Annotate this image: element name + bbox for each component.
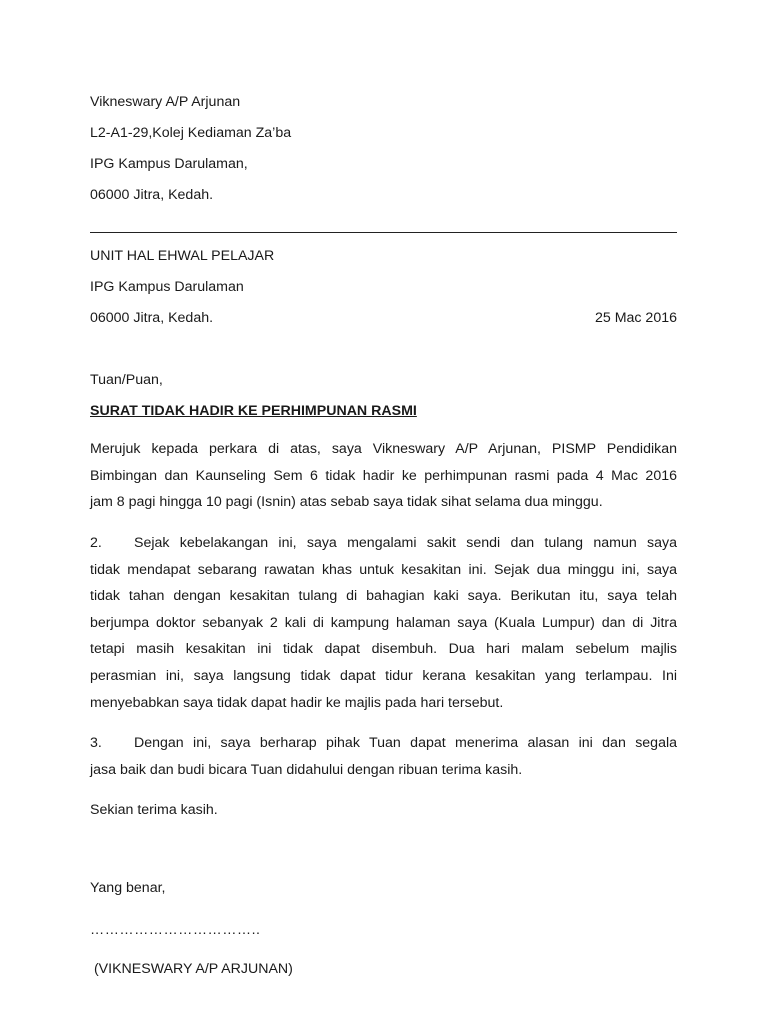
recipient-address-line1: IPG Kampus Darulaman: [90, 279, 244, 295]
paragraph-3-number: 3.: [90, 735, 102, 751]
sender-name: Vikneswary A/P Arjunan: [90, 94, 241, 110]
paragraph-2-line: perasmian ini, saya langsung tidak dapat tidur kerana kesakitan yang terlampau. Ini: [90, 667, 677, 684]
recipient-unit: UNIT HAL EHWAL PELAJAR: [90, 248, 275, 264]
paragraph-2: [90, 530, 677, 716]
paragraph-1-line: Bimbingan dan Kaunseling Sem 6 tidak hadir ke perhimpunan rasmi pada 4 Mac 2016: [90, 467, 677, 484]
paragraph-3-line: Dengan ini, saya berharap pihak Tuan dapat menerima alasan ini dan segala: [134, 735, 677, 751]
paragraph-3: [90, 730, 677, 783]
closing-text: Sekian terima kasih.: [90, 802, 218, 818]
signature-line: ……………………………..: [90, 922, 261, 938]
signatory-name: (VIKNESWARY A/P ARJUNAN): [90, 961, 293, 977]
paragraph-2-line: tetapi masih kesakitan ini tidak dapat disembuh. Dua hari malam sebelum majlis: [90, 641, 677, 658]
paragraph-3-line: jasa baik dan budi bicara Tuan didahului dengan ribuan terima kasih.: [90, 761, 523, 778]
paragraph-2-first-line: [90, 530, 677, 557]
paragraph-1-line: jam 8 pagi hingga 10 pagi (Isnin) atas sebab saya tidak sihat selama dua minggu.: [90, 494, 603, 511]
sender-address-line3: 06000 Jitra, Kedah.: [90, 187, 214, 203]
paragraph-2-line: tidak mendapat sebarang rawatan khas untuk kesakitan ini. Sejak dua minggu ini, saya: [90, 561, 677, 578]
paragraph-2-line: tidak tahan dengan kesakitan tulang di bahagian kaki saya. Berikutan itu, saya telah: [90, 588, 677, 605]
sender-address-line1: L2-A1-29,Kolej Kediaman Za’ba: [90, 125, 292, 141]
recipient-address-line2: 06000 Jitra, Kedah.: [90, 310, 214, 326]
paragraph-2-number: 2.: [90, 535, 102, 551]
paragraph-2-line: Sejak kebelakangan ini, saya mengalami sakit sendi dan tulang namun saya: [134, 535, 677, 551]
subject-heading: SURAT TIDAK HADIR KE PERHIMPUNAN RASMI: [90, 403, 417, 419]
paragraph-1: [90, 436, 677, 516]
sender-address-line2: IPG Kampus Darulaman,: [90, 156, 248, 172]
salutation: Tuan/Puan,: [90, 372, 163, 388]
separator-rule: [90, 232, 677, 233]
signoff-text: Yang benar,: [90, 880, 166, 896]
letter-date: 25 Mac 2016: [594, 310, 677, 326]
paragraph-2-line: berjumpa doktor sebanyak 2 kali di kampung halaman saya (Kuala Lumpur) dan di Jitra: [90, 614, 677, 631]
paragraph-2-line: menyebabkan saya tidak dapat hadir ke majlis pada hari tersebut.: [90, 694, 504, 711]
paragraph-1-line: Merujuk kepada perkara di atas, saya Vikneswary A/P Arjunan, PISMP Pendidikan: [90, 441, 677, 457]
paragraph-3-first-line: [90, 730, 677, 757]
